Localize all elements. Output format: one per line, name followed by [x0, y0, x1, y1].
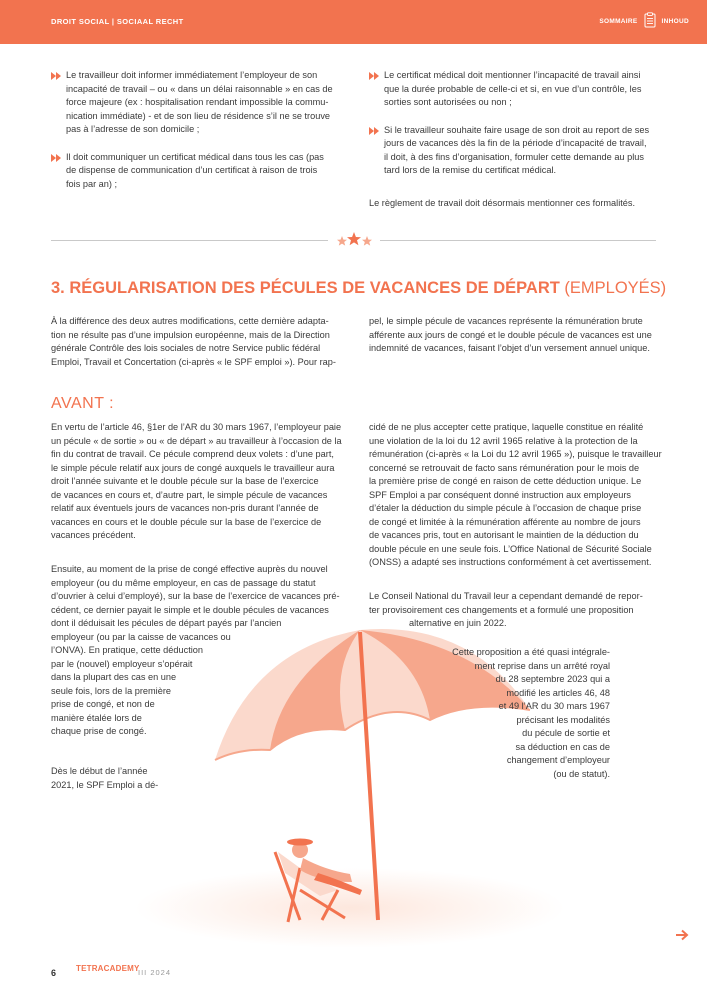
text-line: de vacances en cours et, d’autre part, le simple pécule de vacances — [51, 489, 328, 500]
text-line: vacances en cours et le double pécule sur la base de l’exercice de — [51, 516, 322, 527]
text-line: dont il déduisait les pécules de départ payés par l’ancien — [51, 618, 282, 628]
text-line: de vacances pris, tout en autorisant le maintien de la déduction du — [369, 530, 639, 540]
next-page-arrow-icon[interactable] — [675, 928, 689, 946]
text-line: employeur (ou du même employeur, en cas de passage du statut — [51, 577, 316, 588]
text-line: Si le travailleur souhaite faire usage de son droit au report de ses — [384, 124, 650, 135]
page-number: 6 — [51, 968, 57, 978]
text-line: Dès le début de l’année — [51, 766, 148, 776]
text-line: que la durée probable de celle-ci et si, en vue d’un contrôle, les — [384, 83, 642, 94]
double-chevron-bullet-icon — [369, 127, 380, 135]
text-line: incapacité de travail – ou « dans un délai raisonnable » en cas de — [66, 83, 333, 94]
text-line: employeur (ou par la caisse de vacances ou — [51, 631, 231, 642]
text-line: ment reprise dans un arrêté royal — [474, 660, 610, 671]
text-line: de dispense de communication d’un certificat à raison de trois — [66, 165, 318, 175]
text-line: Ensuite, au moment de la prise de congé effective auprès du nouvel — [51, 564, 328, 574]
text-line: ter provisoirement ces changements et a formulé une proposition — [369, 604, 634, 615]
text-line: cidé de ne plus accepter cette pratique, laquelle constitue en réalité — [369, 422, 644, 432]
text-line: SPF Emploi a par conséquent donné instruction aux employeurs — [369, 489, 631, 500]
text-line: tion ne résulte pas d’une impulsion européenne, mais de la Direction — [51, 329, 330, 340]
text-line: Il doit communiquer un certificat médical dans tous les cas (pas — [66, 151, 324, 162]
text-line: la première prise de congé en raison de cette déduction unique. Le — [369, 476, 642, 486]
toc-nav — [599, 12, 689, 30]
avant-heading: AVANT : — [51, 395, 115, 412]
text-line: jours de vacances dès la fin de la période d’incapacité de travail, — [384, 138, 647, 148]
text-line: À la différence des deux autres modifications, cette dernière adapta- — [51, 316, 329, 326]
text-line: l’ONVA). En pratique, cette déduction — [51, 645, 204, 655]
text-line: dans la plupart des cas en une — [51, 672, 177, 682]
section-title-sub: (EMPLOYÉS) — [559, 279, 667, 297]
text-line: Cette proposition a été quasi intégrale- — [452, 647, 610, 657]
text-line: Emploi, Travail et Concertation (ci-après « le SPF emploi »). Pour rap- — [51, 356, 336, 367]
text-line: Le Conseil National du Travail leur a cependant demandé de repor- — [369, 591, 643, 601]
text-line: (ONSS) a adapté ses instructions conformément à cet avertissement. — [369, 557, 652, 567]
text-line: rémunération (ci-après « la Loi du 12 avril 1965 »), puisque le travailleur — [369, 449, 662, 459]
text-line: générale Contrôle des lois sociales de notre Service public fédéral — [51, 343, 321, 353]
star-icon — [347, 232, 361, 245]
text-line: fin du contrat de travail. Ce pécule comprend deux volets : d’une part, — [51, 449, 334, 459]
text-line: seule fois, lors de la première — [51, 685, 172, 696]
star-icon — [337, 236, 347, 246]
double-chevron-bullet-icon — [51, 154, 62, 162]
divider-left — [51, 240, 328, 241]
text-line: pel, le simple pécule de vacances représente la rémunération brute — [369, 316, 643, 326]
text-line: d’ouvrier à celui d’employé), sur la base de l’exercice de vacances pré- — [51, 591, 340, 601]
text-line: alternative en juin 2022. — [409, 618, 507, 628]
text-line: par le (nouvel) employeur s’opérait — [51, 658, 193, 669]
text-line: tard lors de la remise du certificat médical. — [384, 165, 557, 175]
text-line: il doit, à des fins d’organisation, formuler cette demande au plus — [384, 151, 644, 162]
section-title — [51, 279, 666, 298]
double-chevron-bullet-icon — [369, 72, 380, 80]
text-line: manière étalée lors de — [51, 712, 142, 723]
text-line: changement d’employeur — [506, 755, 610, 765]
clipboard-icon[interactable] — [644, 12, 656, 30]
text-line: indemnité de vacances, faisant l’objet d’un versement annuel unique. — [369, 343, 650, 353]
text-line: modifié les articles 46, 48 — [506, 687, 610, 698]
text-line: relatif aux éventuels jours de vacances non-pris durant l’année de — [51, 503, 319, 513]
text-line: afférente aux jours de congé et le double pécule de vacances est une — [369, 329, 652, 340]
text-line: concerné se retrouvait de facto sans rémunération pour le mois de — [369, 462, 640, 473]
text-line: un pécule « de sortie » ou « de départ » au travailleur à l’occasion de la — [51, 435, 342, 446]
text-line: En vertu de l’article 46, §1er de l’AR du 30 mars 1967, l’employeur paie — [51, 422, 342, 432]
text-line: sorties sont autorisées ou non ; — [384, 97, 512, 107]
text-line: du 28 septembre 2023 qui a — [495, 674, 610, 684]
text-line: Le certificat médical doit mentionner l’incapacité de travail ainsi — [384, 70, 641, 80]
text-line: (ou de statut). — [553, 768, 610, 779]
text-line: le simple pécule relatif aux jours de congé auxquels le travailleur aura — [51, 462, 335, 473]
section-label: DROIT SOCIAL | SOCIAAL RECHT — [51, 17, 184, 26]
text-line: vacances précédent. — [51, 530, 136, 540]
text-line: pas à l’adresse de son domicile ; — [66, 124, 200, 134]
text-line: cédent, ce dernier payait le simple et le double pécules de vacances — [51, 604, 329, 615]
text-line: de congé et limitée à la rémunération afférente au nombre de jours — [369, 516, 641, 527]
section-title-main: 3. RÉGULARISATION DES PÉCULES DE VACANCES DE DÉPART — [51, 279, 560, 297]
closing-note: Le règlement de travail doit désormais mentionner ces formalités. — [369, 198, 636, 208]
text-line: du pécule de sortie et — [522, 728, 610, 738]
text-line: et 49 l’AR du 30 mars 1967 — [498, 701, 610, 711]
text-line: d’étaler la déduction du simple pécule à l’occasion de chaque prise — [369, 503, 642, 513]
text-line: droit l’année suivante et le double pécule sur la base de l’exercice — [51, 476, 319, 486]
text-line: chaque prise de congé. — [51, 726, 147, 736]
text-line: fois par an) ; — [66, 178, 118, 189]
tetracademy-logo: TETRACADEMY — [76, 964, 140, 973]
text-line: précisant les modalités — [516, 714, 610, 725]
text-line: prise de congé, et non de — [51, 699, 155, 709]
text-line: Le travailleur doit informer immédiatement l’employeur de son — [66, 70, 318, 80]
divider-right — [380, 240, 656, 241]
text-line: nication immédiate) - et de son lieu de résidence s’il ne se trouve — [66, 110, 331, 121]
toc-link-fr[interactable]: SOMMAIRE — [599, 17, 638, 25]
text-line: une violation de la loi du 12 avril 1965 relative à la protection de la — [369, 435, 638, 446]
double-chevron-bullet-icon — [51, 72, 62, 80]
text-line: sa déduction en cas de — [515, 741, 610, 752]
toc-link-nl[interactable]: INHOUD — [661, 17, 689, 25]
star-icon — [362, 236, 372, 246]
stars-ornament — [336, 232, 376, 253]
issue-label: III 2024 — [138, 968, 172, 977]
text-line: double pécule en une seule fois. L’Office National de Sécurité Sociale — [369, 543, 652, 554]
text-line: 2021, le SPF Emploi a dé- — [51, 779, 159, 790]
header-bar — [0, 0, 707, 44]
text-line: force majeure (ex : hospitalisation rendant impossible la commu- — [66, 97, 329, 107]
